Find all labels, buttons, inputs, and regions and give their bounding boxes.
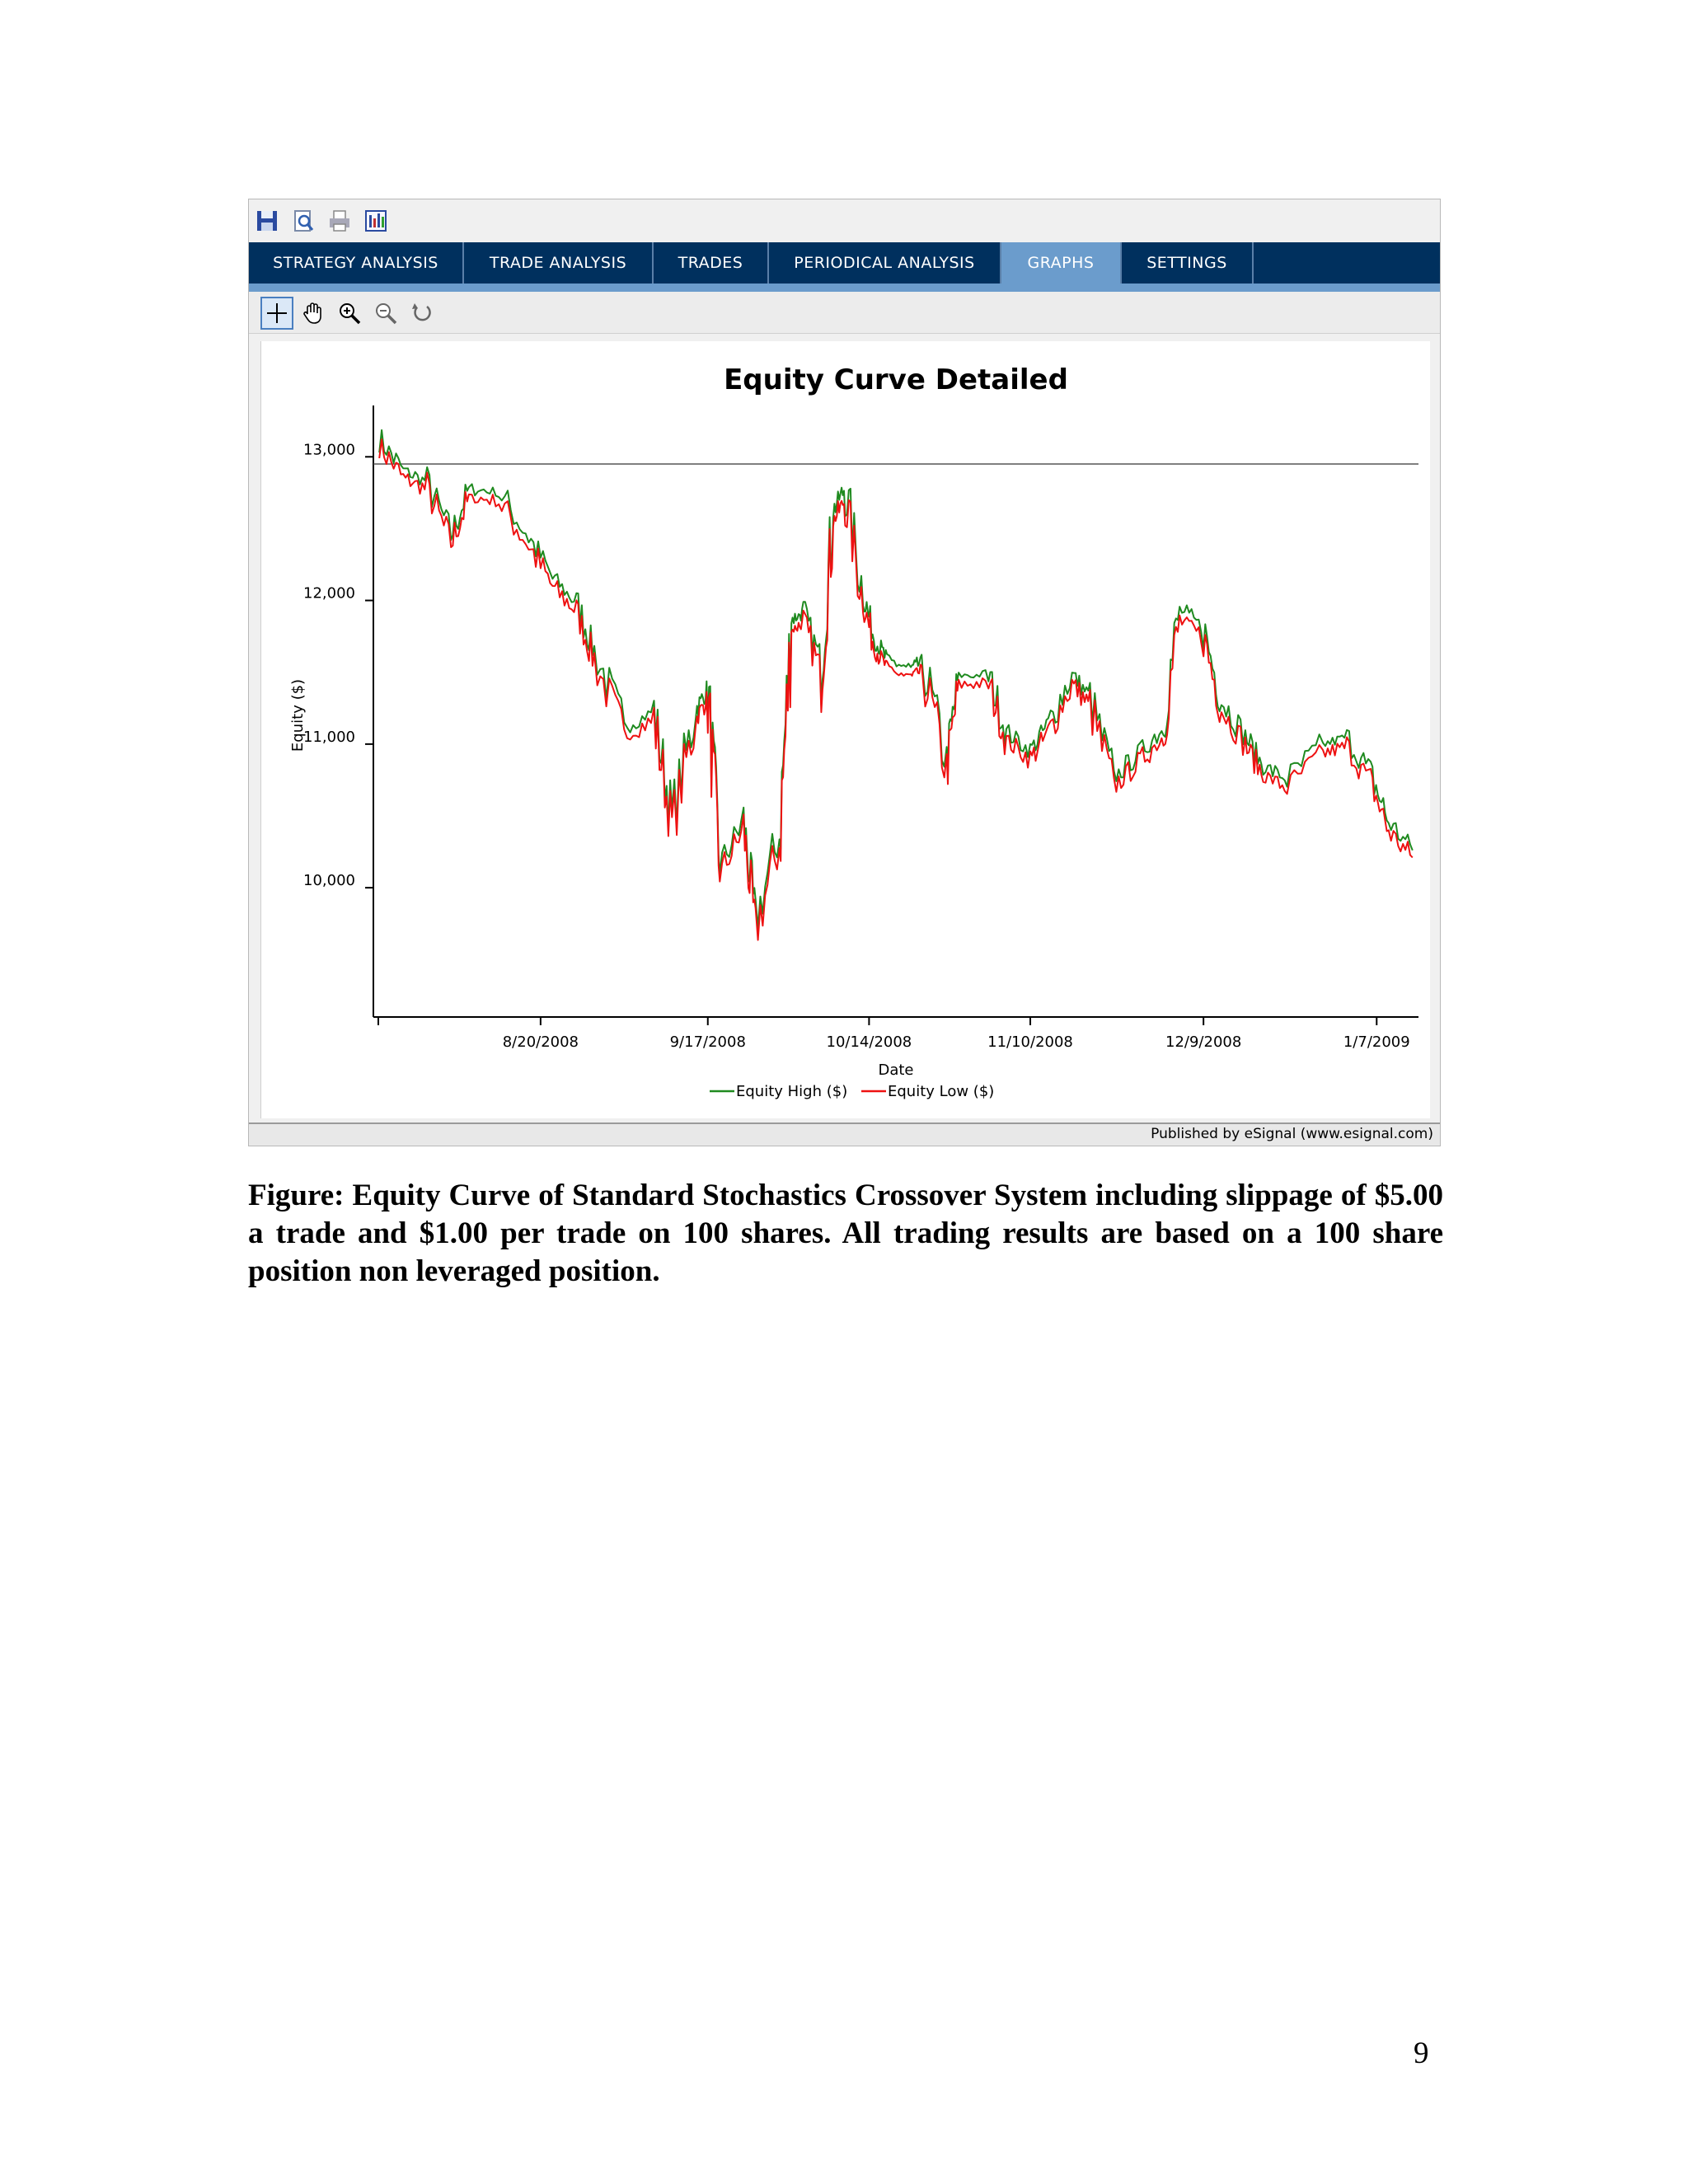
x-tick-label: 8/20/2008 (502, 1033, 579, 1051)
tab-trades[interactable]: TRADES (654, 242, 769, 284)
tab-bar (249, 242, 1440, 284)
y-tick-label: 13,000 (303, 441, 355, 459)
tab-strategy-analysis[interactable]: STRATEGY ANALYSIS (249, 242, 464, 284)
legend-label-equity-high: Equity High ($) (736, 1083, 848, 1100)
print-icon[interactable] (325, 206, 354, 236)
x-tick-label: 11/10/2008 (987, 1033, 1073, 1051)
series-equity-low (379, 439, 1413, 940)
toolbar (249, 199, 1440, 242)
crosshair-icon[interactable] (260, 297, 293, 330)
chart-toolbar (249, 292, 1440, 334)
page-number: 9 (1414, 2036, 1429, 2070)
figure-caption: Figure: Equity Curve of Standard Stochastics Crossover System including slippage of $5.00 a trade and $1.00 per trade on 100 shares. All trading results are based on a 100 share position non leveraged position. (248, 1179, 1443, 1288)
plot-area (260, 341, 1430, 1118)
y-tick-label: 12,000 (303, 584, 355, 602)
y-tick-label: 11,000 (303, 728, 355, 746)
y-axis-label: Equity ($) (289, 678, 307, 752)
equity-curve-chart (261, 341, 1430, 1118)
series-equity-high (379, 430, 1413, 928)
reset-zoom-icon[interactable] (406, 297, 438, 330)
y-tick-label: 10,000 (303, 872, 355, 890)
status-bar (249, 1122, 1440, 1146)
chart-title: Equity Curve Detailed (724, 363, 1068, 396)
tab-trade-analysis[interactable]: TRADE ANALYSIS (464, 242, 654, 284)
strategy-analyzer-window (248, 199, 1441, 1146)
x-tick-label: 12/9/2008 (1165, 1033, 1242, 1051)
report-icon[interactable] (361, 206, 391, 236)
x-axis-label: Date (878, 1062, 914, 1079)
x-tick-label: 9/17/2008 (669, 1033, 746, 1051)
save-icon[interactable] (252, 206, 282, 236)
tab-underline (249, 284, 1440, 292)
tab-graphs[interactable]: GRAPHS (1001, 242, 1122, 284)
legend-label-equity-low: Equity Low ($) (888, 1083, 995, 1100)
pan-hand-icon[interactable] (297, 297, 330, 330)
tab-settings[interactable]: SETTINGS (1122, 242, 1254, 284)
published-by-text: Published by eSignal (www.esignal.com) (1151, 1126, 1433, 1142)
tab-periodical-analysis[interactable]: PERIODICAL ANALYSIS (769, 242, 1001, 284)
zoom-in-icon[interactable] (333, 297, 366, 330)
x-tick-label: 10/14/2008 (826, 1033, 912, 1051)
print-preview-icon[interactable] (288, 206, 318, 236)
x-tick-label: 1/7/2009 (1343, 1033, 1410, 1051)
zoom-out-icon[interactable] (369, 297, 402, 330)
